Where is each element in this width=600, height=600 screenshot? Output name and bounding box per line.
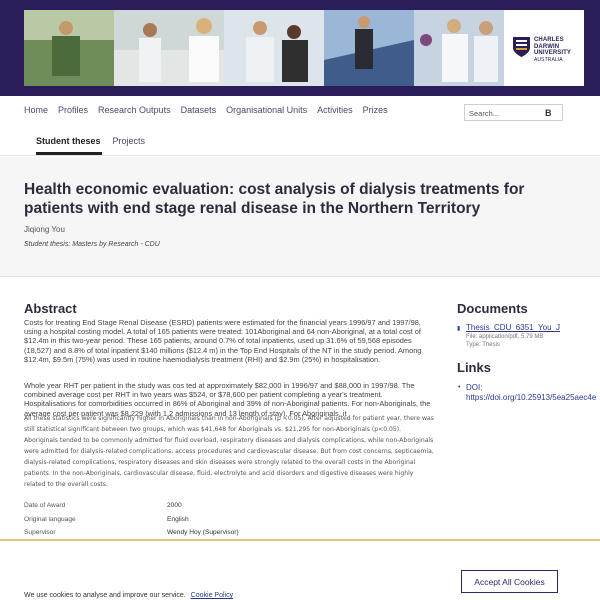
links-heading: Links xyxy=(457,360,491,375)
cdu-logo[interactable] xyxy=(504,10,584,86)
meta-label: Original language xyxy=(24,516,76,523)
nav-item-activities[interactable]: Activities xyxy=(317,105,353,115)
meta-value: English xyxy=(167,516,189,523)
document-file-info: File: application/pdf, 5.79 MB xyxy=(466,334,544,340)
nav-item-home[interactable]: Home xyxy=(24,105,49,115)
author-name[interactable]: Jiqiong You xyxy=(24,225,65,234)
bullet-icon: • xyxy=(458,384,461,391)
meta-value: 2000 xyxy=(167,502,182,509)
logo-line-2: DARWIN xyxy=(534,43,560,50)
banner-photo-collage xyxy=(24,10,504,86)
doi-label: DOI: xyxy=(466,383,483,392)
abstract-paragraph-2: Whole year RHT per patient in the study was cos ted at approximately $82,000 in 1996/97 and $88,000 in 1997/98. The combined average cost per RHT in two years was $524, or $78,600 per patient completing a year's treatment. Hospitalisations for comorbidities occurred in 86% of Aboriginal and 39% of non-Aboriginal patients. For non-Aboriginals, the average cost per patient was $8,229 (with 1.2 admissions and 13 length of stay). For Aboriginals, it xyxy=(24,381,431,417)
cookie-banner xyxy=(0,539,600,600)
logo-line-3: UNIVERSITY xyxy=(534,50,572,56)
doi-url: https://doi.org/10.25913/5ea25aec4e xyxy=(466,392,597,402)
nav-items xyxy=(24,105,398,115)
accept-all-cookies-button[interactable]: Accept All Cookies xyxy=(461,570,558,593)
document-link[interactable]: Thesis_CDU_6351_You_J xyxy=(466,323,560,332)
logo-subtext: AUSTRALIA xyxy=(534,56,563,63)
cdu-logo-text xyxy=(534,37,582,63)
nav-item-prizes[interactable]: Prizes xyxy=(362,105,388,115)
active-tab-indicator xyxy=(36,152,102,155)
nav-item-research-outputs[interactable]: Research Outputs xyxy=(98,105,171,115)
search-input[interactable] xyxy=(469,107,545,119)
thesis-type: Student thesis: Masters by Research - CDU xyxy=(24,241,160,248)
cookie-text: We use cookies to analyse and improve our service. xyxy=(24,592,186,599)
pdf-file-icon: ▮ xyxy=(457,326,461,332)
nav-item-organisational-units[interactable]: Organisational Units xyxy=(226,105,308,115)
cookie-policy-link[interactable]: Cookie Policy xyxy=(190,592,234,599)
site-banner xyxy=(0,0,600,96)
nav-item-profiles[interactable]: Profiles xyxy=(58,105,89,115)
logo-line-1: CHARLES xyxy=(534,37,564,43)
cdu-shield-icon xyxy=(513,37,530,57)
doi-link[interactable] xyxy=(466,383,596,402)
nav-item-datasets[interactable]: Datasets xyxy=(180,105,217,115)
abstract-heading: Abstract xyxy=(24,301,77,316)
cookie-message xyxy=(24,592,233,599)
meta-label: Date of Award xyxy=(24,502,66,509)
documents-heading: Documents xyxy=(457,301,528,316)
tab-projects[interactable]: Projects xyxy=(112,136,146,146)
document-type: Type: Thesis xyxy=(466,342,500,348)
search-box xyxy=(464,104,563,121)
tab-student-theses[interactable]: Student theses xyxy=(36,136,101,146)
search-icon[interactable]: B xyxy=(545,108,552,118)
abstract-paragraph-3: All these statistics were significantly higher in Aboriginals than in non-Aboriginals (p <0.05). After adjusted for patient year, there was still statistical significant between two groups, which was $41,648 for Aboriginals vs. $21,295 for non-Aboriginals (p<0.05). Aboriginals tended to be commonly admitted for fluid overload, respiratory diseases and dialysis complications, while non-Aboriginals were admitted for dialysis-related complications, access procedures and cardiovascular disease. But from cost concerns, septicaemia, dialysis-related complications, respiratory diseases and skin diseases were strongly related to the overall costs in the Aboriginal patients. In the non-Aboriginals, cardiovascular disease, fluid, electrolyte and acid disorders and digestive diseases were highly related to the overall costs. xyxy=(24,415,434,488)
page-title: Health economic evaluation: cost analysis of dialysis treatments for patients with end stage renal disease in the Northern Territory xyxy=(24,181,525,217)
abstract-paragraph-1: Costs for treating End Stage Renal Disease (ESRD) patients were estimated for the financial years 1996/97 and 1997/98, using a hospital costing model. A total of 165 patients were treated: 101Aboriginal and 64 non-Aboriginal, at a total cost of $12.4m in this two-year period. These 165 patients, around 0.7% of total inpatients, used up 31.6% of 59,568 episodes (18,527) and 8.8% of total inpatient $140 millions ($12.4 m) in the Top End Hospitals of the NT in the study period. Among $12.4m, $9.5m (75%) was used in routine haemodialysis treatment (RHI) and $2.9m (25%) in hospitalisation. xyxy=(24,318,422,364)
meta-label: Supervisor xyxy=(24,529,56,536)
sub-tabs xyxy=(36,136,157,146)
meta-value-supervisor[interactable]: Wendy Hoy (Supervisor) xyxy=(167,529,239,536)
